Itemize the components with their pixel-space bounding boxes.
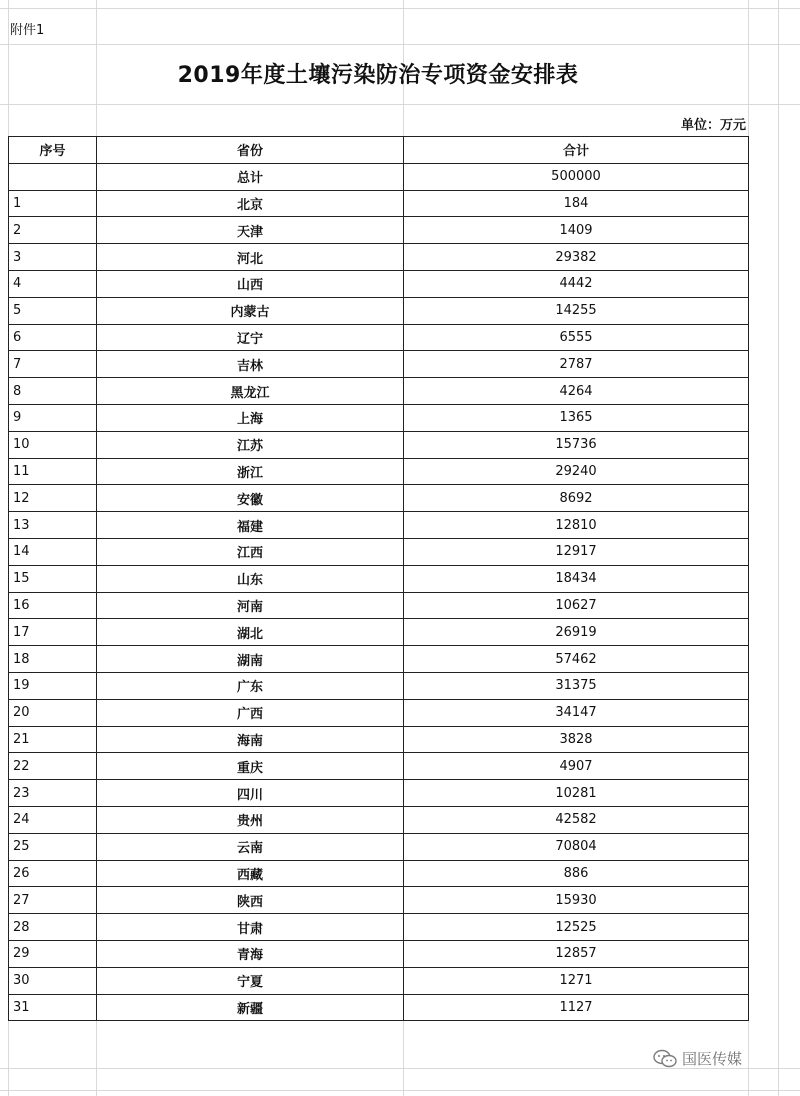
row-index[interactable]: 8	[9, 378, 97, 405]
table-row	[9, 646, 749, 673]
table-row	[9, 324, 749, 351]
row-province[interactable]: 甘肃	[97, 914, 404, 941]
row-index[interactable]: 14	[9, 538, 97, 565]
row-province[interactable]: 宁夏	[97, 967, 404, 994]
summary-total[interactable]: 500000	[404, 163, 749, 190]
row-index[interactable]: 29	[9, 940, 97, 967]
row-index[interactable]: 7	[9, 351, 97, 378]
row-total[interactable]: 34147	[404, 699, 749, 726]
row-index[interactable]: 28	[9, 914, 97, 941]
row-total[interactable]: 12857	[404, 940, 749, 967]
summary-label[interactable]: 总计	[97, 163, 404, 190]
row-province[interactable]: 四川	[97, 780, 404, 807]
table-row	[9, 967, 749, 994]
table-row	[9, 806, 749, 833]
table-row	[9, 726, 749, 753]
table-row	[9, 431, 749, 458]
table-row	[9, 994, 749, 1021]
table-row	[9, 351, 749, 378]
row-index[interactable]: 17	[9, 619, 97, 646]
table-header-row	[9, 137, 749, 164]
row-province[interactable]: 云南	[97, 833, 404, 860]
row-total[interactable]: 70804	[404, 833, 749, 860]
row-total[interactable]: 1409	[404, 217, 749, 244]
row-province[interactable]: 青海	[97, 940, 404, 967]
table-row	[9, 378, 749, 405]
row-total[interactable]: 12810	[404, 512, 749, 539]
table-row	[9, 404, 749, 431]
watermark	[652, 1048, 742, 1069]
row-province[interactable]: 山东	[97, 565, 404, 592]
row-province[interactable]: 贵州	[97, 806, 404, 833]
row-province[interactable]: 上海	[97, 404, 404, 431]
row-province[interactable]: 江苏	[97, 431, 404, 458]
row-index[interactable]: 25	[9, 833, 97, 860]
header-index[interactable]: 序号	[9, 137, 97, 164]
row-index[interactable]: 22	[9, 753, 97, 780]
row-total[interactable]: 4442	[404, 270, 749, 297]
grid-line	[0, 8, 800, 9]
table-row	[9, 458, 749, 485]
row-index[interactable]: 4	[9, 270, 97, 297]
table-row	[9, 672, 749, 699]
row-index[interactable]: 1	[9, 190, 97, 217]
row-total[interactable]: 15930	[404, 887, 749, 914]
row-total[interactable]: 4264	[404, 378, 749, 405]
table-row	[9, 914, 749, 941]
grid-line	[778, 0, 779, 1096]
row-index[interactable]: 24	[9, 806, 97, 833]
row-total[interactable]: 1271	[404, 967, 749, 994]
table-row	[9, 270, 749, 297]
row-province[interactable]: 辽宁	[97, 324, 404, 351]
row-province[interactable]: 湖南	[97, 646, 404, 673]
row-province[interactable]: 山西	[97, 270, 404, 297]
row-province[interactable]: 新疆	[97, 994, 404, 1021]
row-province[interactable]: 吉林	[97, 351, 404, 378]
row-province[interactable]: 湖北	[97, 619, 404, 646]
unit-label: 单位：万元	[680, 118, 746, 133]
row-index[interactable]: 23	[9, 780, 97, 807]
row-index[interactable]: 5	[9, 297, 97, 324]
table-row	[9, 753, 749, 780]
row-total[interactable]: 1365	[404, 404, 749, 431]
row-index[interactable]: 12	[9, 485, 97, 512]
row-total[interactable]: 15736	[404, 431, 749, 458]
row-province[interactable]: 安徽	[97, 485, 404, 512]
row-province[interactable]: 浙江	[97, 458, 404, 485]
header-province[interactable]: 省份	[97, 137, 404, 164]
row-index[interactable]: 13	[9, 512, 97, 539]
row-index[interactable]: 18	[9, 646, 97, 673]
grid-line	[0, 104, 800, 105]
watermark-text: 国医传媒	[682, 1050, 743, 1068]
row-total[interactable]: 57462	[404, 646, 749, 673]
summary-index[interactable]	[9, 163, 97, 190]
allocation-table	[8, 136, 749, 1021]
table-row	[9, 619, 749, 646]
row-index[interactable]: 31	[9, 994, 97, 1021]
row-total[interactable]: 1127	[404, 994, 749, 1021]
table-row	[9, 538, 749, 565]
table-row	[9, 833, 749, 860]
row-total[interactable]: 184	[404, 190, 749, 217]
table-row	[9, 940, 749, 967]
row-total[interactable]: 10281	[404, 780, 749, 807]
row-total[interactable]: 26919	[404, 619, 749, 646]
row-province[interactable]: 北京	[97, 190, 404, 217]
row-total[interactable]: 886	[404, 860, 749, 887]
row-province[interactable]: 河北	[97, 244, 404, 271]
row-total[interactable]: 6555	[404, 324, 749, 351]
wechat-icon	[652, 1049, 678, 1069]
row-total[interactable]: 18434	[404, 565, 749, 592]
row-total[interactable]: 31375	[404, 672, 749, 699]
row-total[interactable]: 29382	[404, 244, 749, 271]
row-total[interactable]: 4907	[404, 753, 749, 780]
row-total[interactable]: 42582	[404, 806, 749, 833]
table-row	[9, 512, 749, 539]
page-title: 2019年度土壤污染防治专项资金安排表	[177, 63, 579, 88]
row-province[interactable]: 海南	[97, 726, 404, 753]
row-province[interactable]: 陕西	[97, 887, 404, 914]
row-total[interactable]: 8692	[404, 485, 749, 512]
header-total[interactable]: 合计	[404, 137, 749, 164]
table-row	[9, 887, 749, 914]
row-total[interactable]: 12917	[404, 538, 749, 565]
row-index[interactable]: 9	[9, 404, 97, 431]
row-province[interactable]: 广西	[97, 699, 404, 726]
grid-line	[0, 44, 800, 45]
row-index[interactable]: 3	[9, 244, 97, 271]
summary-row	[9, 163, 749, 190]
row-index[interactable]: 30	[9, 967, 97, 994]
row-index[interactable]: 27	[9, 887, 97, 914]
row-index[interactable]: 2	[9, 217, 97, 244]
table-row	[9, 244, 749, 271]
row-index[interactable]: 11	[9, 458, 97, 485]
row-index[interactable]: 21	[9, 726, 97, 753]
row-index[interactable]: 19	[9, 672, 97, 699]
row-index[interactable]: 10	[9, 431, 97, 458]
table-row	[9, 592, 749, 619]
table-row	[9, 860, 749, 887]
row-total[interactable]: 2787	[404, 351, 749, 378]
row-total[interactable]: 10627	[404, 592, 749, 619]
table-row	[9, 217, 749, 244]
row-index[interactable]: 16	[9, 592, 97, 619]
row-total[interactable]: 3828	[404, 726, 749, 753]
row-province[interactable]: 西藏	[97, 860, 404, 887]
table-row	[9, 190, 749, 217]
table-row	[9, 565, 749, 592]
row-province[interactable]: 江西	[97, 538, 404, 565]
row-province[interactable]: 福建	[97, 512, 404, 539]
row-index[interactable]: 15	[9, 565, 97, 592]
table-row	[9, 780, 749, 807]
row-province[interactable]: 内蒙古	[97, 297, 404, 324]
grid-line	[0, 1090, 800, 1091]
table-row	[9, 485, 749, 512]
row-total[interactable]: 14255	[404, 297, 749, 324]
attachment-label: 附件1	[10, 23, 45, 38]
table-row	[9, 297, 749, 324]
row-province[interactable]: 黑龙江	[97, 378, 404, 405]
row-province[interactable]: 重庆	[97, 753, 404, 780]
row-total[interactable]: 12525	[404, 914, 749, 941]
row-province[interactable]: 广东	[97, 672, 404, 699]
table-row	[9, 699, 749, 726]
row-index[interactable]: 20	[9, 699, 97, 726]
row-index[interactable]: 6	[9, 324, 97, 351]
row-total[interactable]: 29240	[404, 458, 749, 485]
row-province[interactable]: 河南	[97, 592, 404, 619]
row-province[interactable]: 天津	[97, 217, 404, 244]
row-index[interactable]: 26	[9, 860, 97, 887]
